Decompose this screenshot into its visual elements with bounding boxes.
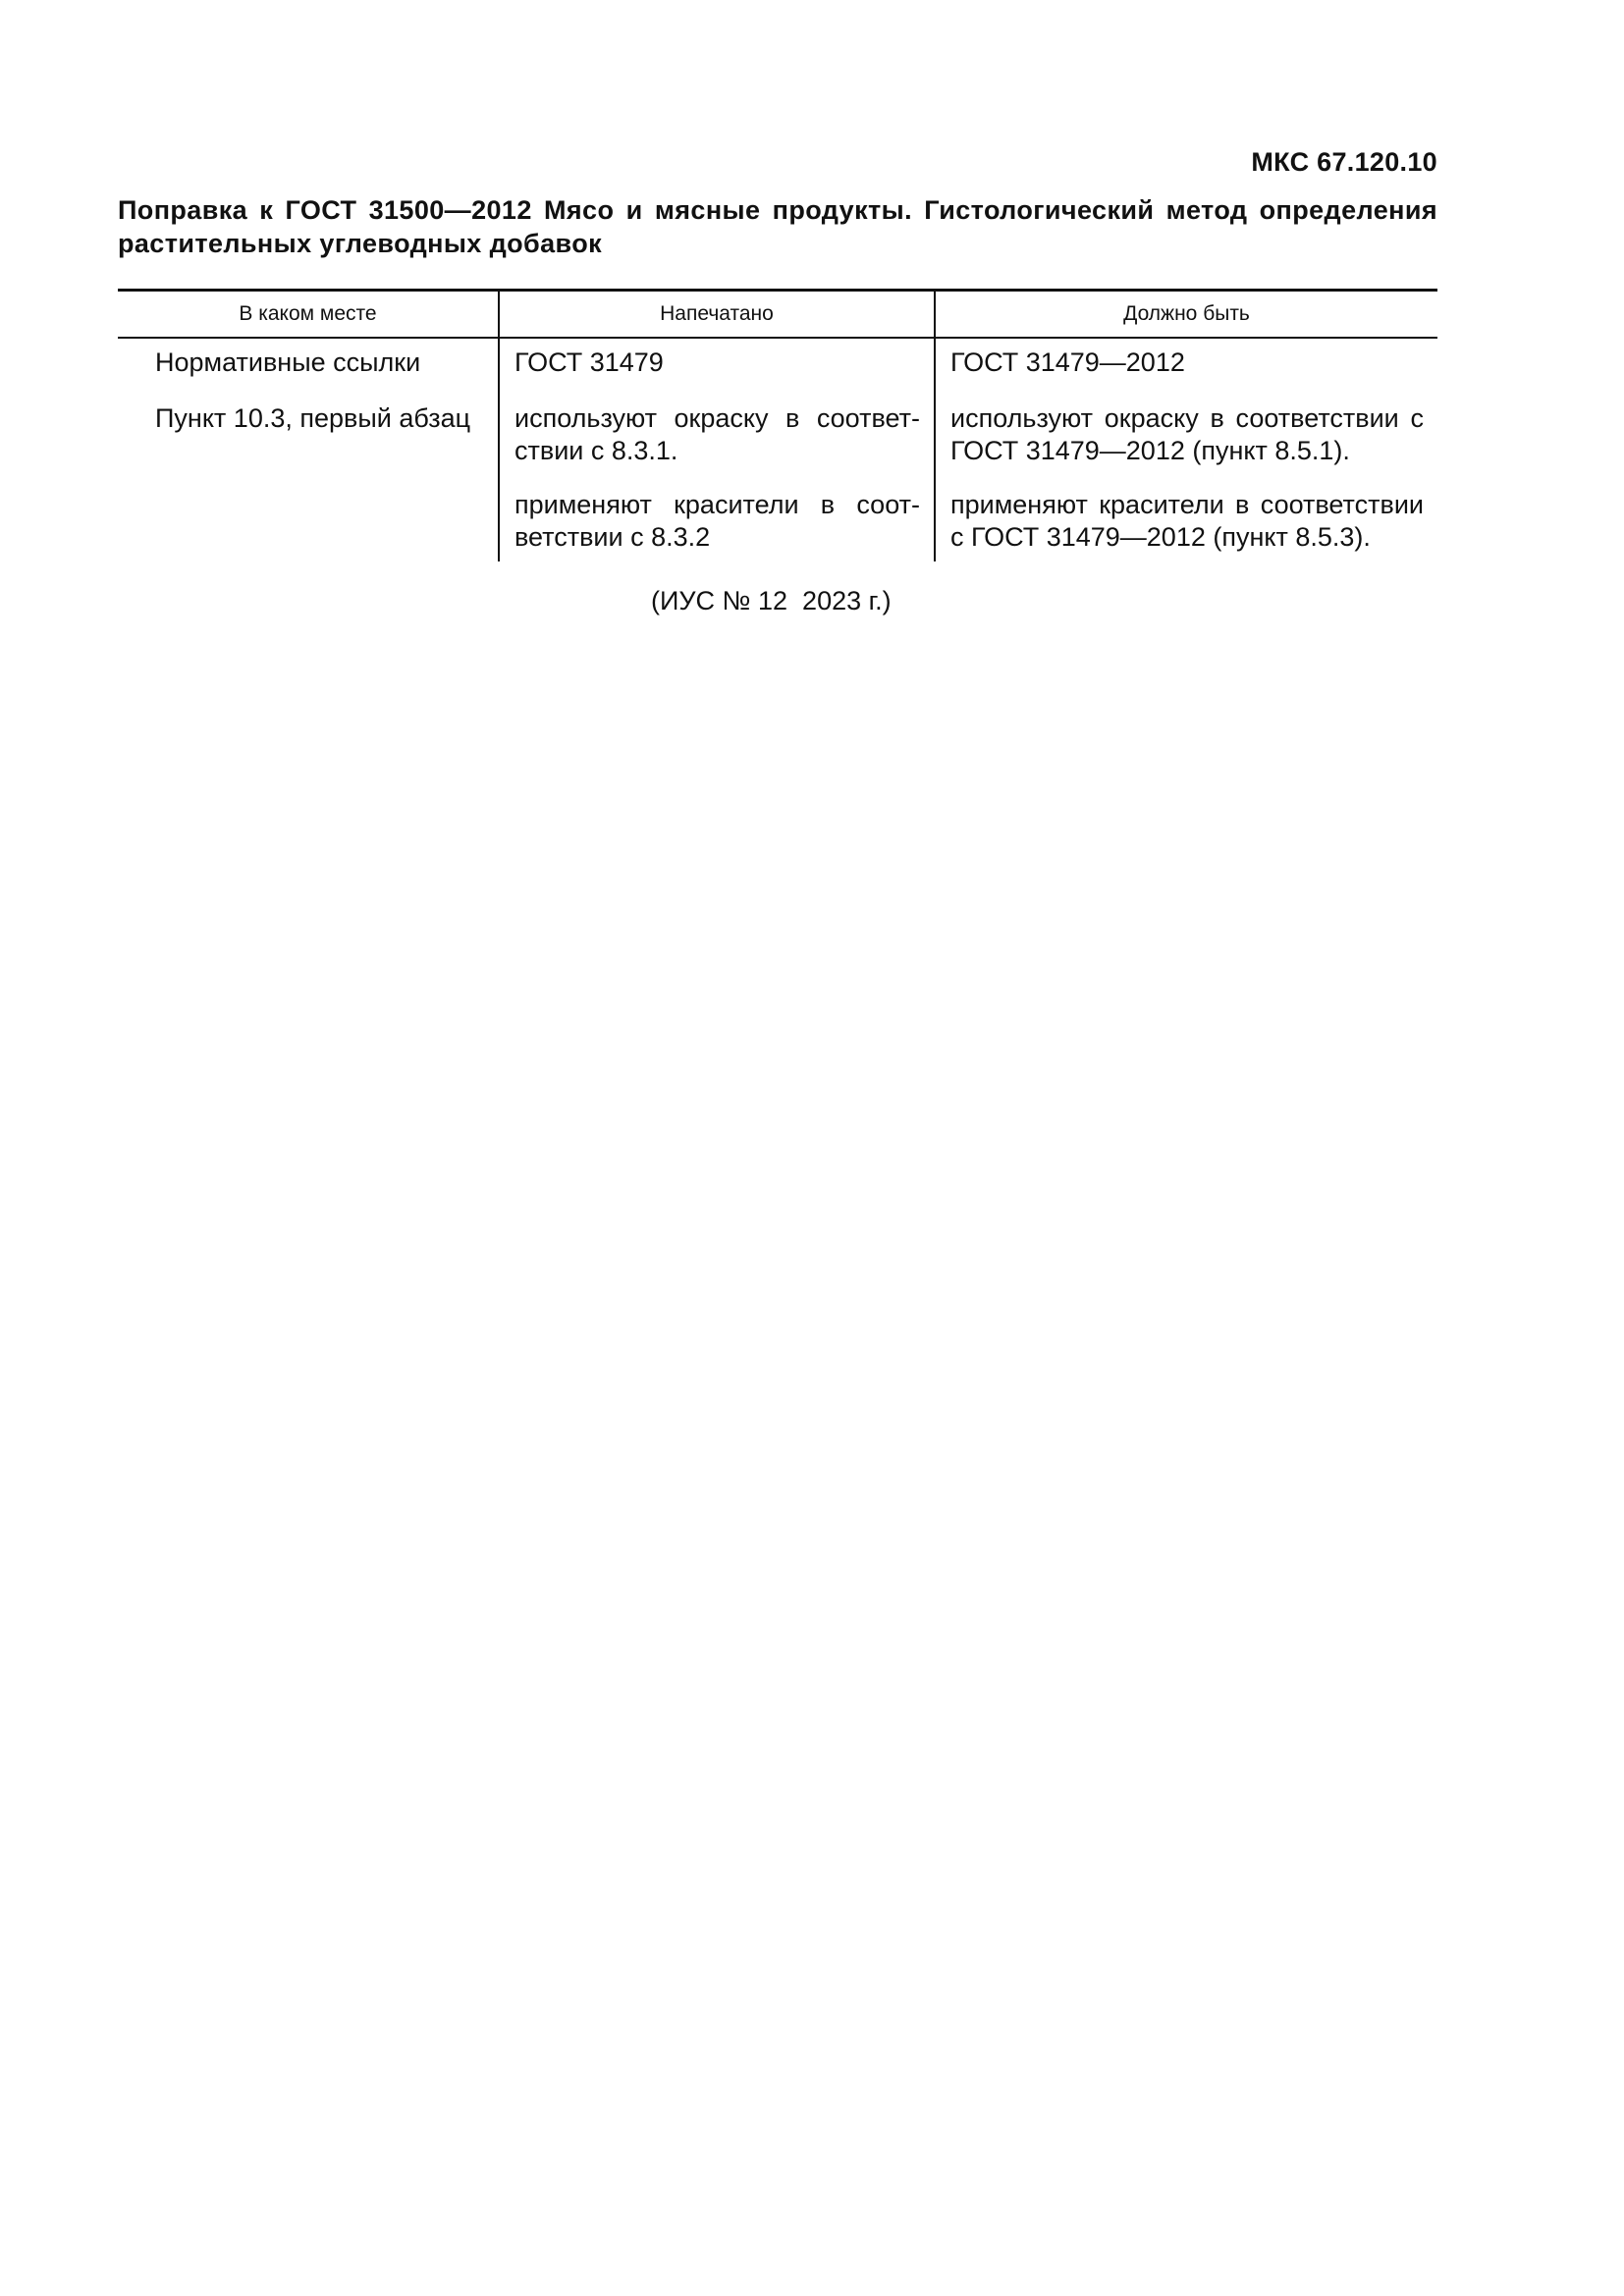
- cell-printed: используют окраску в соответствии с 8.3.1.: [499, 399, 935, 489]
- cell-should-be: используют окраску в соответствии с ГОСТ 31479—2012 (пункт 8.5.1).: [935, 399, 1437, 489]
- cell-place: Нормативные ссылки: [155, 347, 421, 377]
- classification-code: МКС 67.120.10: [1251, 147, 1437, 177]
- cell-place: [118, 489, 499, 561]
- table-row: [118, 338, 1437, 399]
- source-note: (ИУС № 12 2023 г.): [651, 586, 892, 615]
- cell-should-be: применяют красители в соответствии с ГОСТ 31479—2012 (пункт 8.5.3).: [935, 489, 1437, 561]
- corrections-table: [118, 289, 1437, 561]
- column-header-printed: Напечатано: [499, 291, 935, 339]
- cell-place: Пункт 10.3, первый абзац: [155, 403, 471, 433]
- column-header-place: В каком месте: [239, 302, 377, 325]
- column-header-should-be: Должно быть: [935, 291, 1437, 339]
- cell-printed: применяют красители в соответствии с 8.3.2: [499, 489, 935, 561]
- table-row: [118, 489, 1437, 561]
- table-header-row: [118, 291, 1437, 339]
- document-title: Поправка к ГОСТ 31500—2012 Мясо и мясные продукты. Гистологический метод определения растительных углеводных добавок: [118, 195, 1437, 258]
- table-row: [118, 399, 1437, 489]
- cell-printed: ГОСТ 31479: [499, 338, 935, 399]
- cell-should-be: ГОСТ 31479—2012: [935, 338, 1437, 399]
